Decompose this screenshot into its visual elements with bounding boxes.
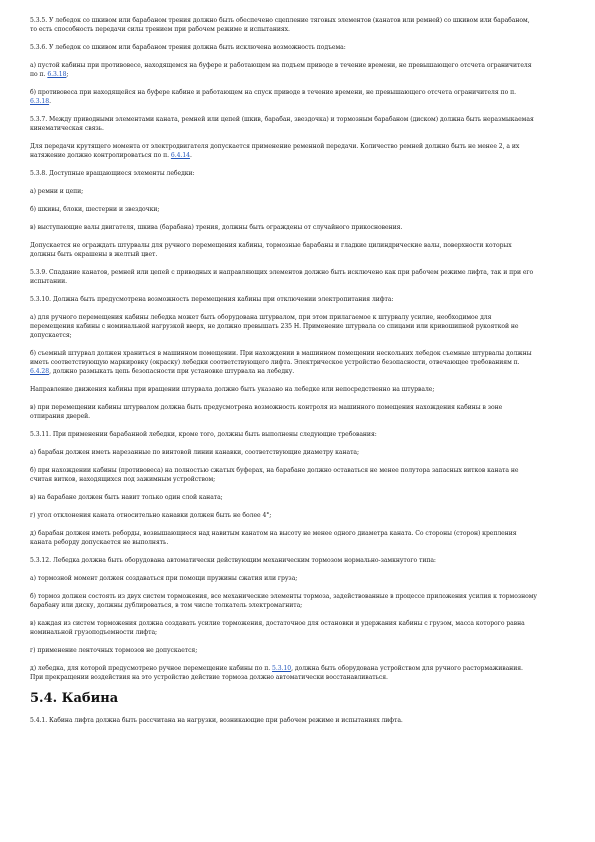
paragraph <box>30 142 537 160</box>
clause-reference-link[interactable]: 5.3.10 <box>272 665 292 672</box>
paragraph-text: б) противовеса при находящейся на буфере кабине и работающем на спуск приводе в течение времени, не превышающего отсчета ограничителя по п. <box>30 89 516 96</box>
paragraph-text: в) на барабане должен быть навит только один слой каната; <box>30 494 223 501</box>
paragraph-text: 5.3.10. Должна быть предусмотрена возможность перемещения кабины при отключении электропитания лифта: <box>30 296 394 303</box>
paragraph-text: а) для ручного перемещения кабины лебедка может быть оборудована штурвалом, при этом прилагаемое к штурвалу усилие, необходимое для перемещения кабины с номинальной нагрузкой вверх, не должно превышать 235 Н. Применение штурвала со спицами или кривошипной рукояткой не допускается; <box>30 314 519 339</box>
paragraph <box>30 556 537 565</box>
paragraph-text: д) лебедка, для которой предусмотрено ручное перемещение кабины по п. <box>30 665 273 672</box>
paragraph-text: ; <box>66 71 69 78</box>
paragraph <box>30 592 537 610</box>
paragraph <box>30 716 537 725</box>
paragraph <box>30 385 537 394</box>
paragraph-text: а) тормозной момент должен создаваться при помощи пружины сжатия или груза; <box>30 575 298 582</box>
section-heading: 5.4. Кабина <box>30 691 119 706</box>
paragraph-text: . <box>189 152 192 159</box>
paragraph-text: б) шкивы, блоки, шестерни и звездочки; <box>30 206 160 213</box>
clause-reference-link[interactable]: 6.4.14 <box>170 152 190 159</box>
paragraph <box>30 493 537 502</box>
paragraphs-before <box>30 16 537 682</box>
paragraph-text: в) каждая из систем торможения должна создавать усилие торможения, достаточное для остановки и удержания кабины с грузом, масса которого равна номинальной грузоподъемности лифта; <box>30 620 525 636</box>
paragraph <box>30 664 537 682</box>
paragraph-text: 5.3.12. Лебедка должна быть оборудована автоматически действующим механическим тормозом нормально-замкнутого типа: <box>30 557 436 564</box>
paragraph-text: в) выступающие валы двигателя, шкива (барабана) трения, должны быть ограждены от случайного прикосновения. <box>30 224 403 231</box>
paragraph <box>30 574 537 583</box>
paragraph-text: 5.3.8. Доступные вращающиеся элементы лебедки: <box>30 170 195 177</box>
paragraph-text: б) тормоз должен состоять из двух систем торможения, все механические элементы тормоза, задействованные в процессе приложения усилия к тормозному барабану или диску, должны дублироваться, в том числе толкатель электромагнита; <box>30 593 537 609</box>
paragraph <box>30 205 537 214</box>
paragraph <box>30 619 537 637</box>
paragraph <box>30 403 537 421</box>
paragraph <box>30 349 537 376</box>
paragraph <box>30 43 537 52</box>
paragraph-text: , должно размыкать цепь безопасности при установке штурвала на лебедку. <box>49 368 295 375</box>
paragraph <box>30 223 537 232</box>
paragraph <box>30 295 537 304</box>
paragraph <box>30 61 537 79</box>
paragraph <box>30 448 537 457</box>
paragraph-text: Направление движения кабины при вращении штурвала должно быть указано на лебедке или непосредственно на штурвале; <box>30 386 435 393</box>
paragraph <box>30 511 537 520</box>
paragraph <box>30 187 537 196</box>
paragraph-text: 5.4.1. Кабина лифта должна быть рассчитана на нагрузки, возникающие при рабочем режиме и испытаниях лифта. <box>30 717 403 724</box>
paragraph-text: , должна быть оборудована устройством для ручного растормаживания. При прекращении воздействия на это устройство действие тормоза должно автоматически восстанавливаться. <box>30 665 523 681</box>
paragraph <box>30 466 537 484</box>
paragraph-text: а) ремни и цепи; <box>30 188 84 195</box>
paragraph-text: а) барабан должен иметь нарезанные по винтовой линии канавки, соответствующие диаметру каната; <box>30 449 360 456</box>
paragraph-text: 5.3.5. У лебедок со шкивом или барабаном трения должно быть обеспечено сцепление тяговых элементов (канатов или ремней) со шкивом или барабаном, то есть способность передачи силы трением при рабочем режиме и испытаниях. <box>30 17 530 33</box>
paragraph <box>30 241 537 259</box>
paragraph <box>30 268 537 286</box>
paragraph <box>30 16 537 34</box>
paragraph <box>30 313 537 340</box>
paragraph-text: . <box>49 98 51 105</box>
paragraphs-after <box>30 716 537 725</box>
paragraph-text: 5.3.6. У лебедок со шкивом или барабаном трения должна быть исключена возможность подъема: <box>30 44 346 51</box>
paragraph-text: Для передачи крутящего момента от электродвигателя допускается применение ременной передачи. Количество ремней должно быть не менее 2, а их натяжение должно контролироваться по п. <box>30 143 520 159</box>
clause-reference-link[interactable]: 6.3.18 <box>30 98 50 105</box>
paragraph-text: б) при нахождении кабины (противовеса) на полностью сжатых буферах, на барабане должно оставаться не менее полутора запасных витков каната не считая витков, находящихся под зажимным устройством; <box>30 467 519 483</box>
paragraph-text: в) при перемещении кабины штурвалом должна быть предусмотрена возможность контроля из машинного помещения нахождения кабины в зоне отпирания дверей. <box>30 404 503 420</box>
paragraph <box>30 115 537 133</box>
paragraph-text: 5.3.9. Спадание канатов, ремней или цепей с приводных и направляющих элементов должно быть исключено как при рабочем режиме лифта, так и при его испытании. <box>30 269 534 285</box>
paragraph-text: 5.3.7. Между приводными элементами каната, ремней или цепей (шкив, барабан, звездочка) и тормозным барабаном (диском) должна быть неразмыкаемая кинематическая связь. <box>30 116 534 132</box>
clause-reference-link[interactable]: 6.3.18 <box>47 71 67 78</box>
paragraph-text: 5.3.11. При применении барабанной лебедки, кроме того, должны быть выполнены следующие требования: <box>30 431 377 438</box>
paragraph-text: б) съемный штурвал должен храниться в машинном помещении. При нахождении в машинном помещении нескольких лебедок съемные штурвалы должны иметь соответствующую маркировку (окраску) лебедки соответствующего лифта. Электрическое устройство безопасности, отвечающее требованиям п. <box>30 350 532 366</box>
paragraph <box>30 529 537 547</box>
clause-reference-link[interactable]: 6.4.28 <box>30 368 50 375</box>
paragraph <box>30 430 537 439</box>
paragraph-text: д) барабан должен иметь реборды, возвышающиеся над навитым канатом на высоту не менее одного диаметра каната. Со стороны (сторон) крепления каната реборду допускается не выполнять. <box>30 530 517 546</box>
paragraph-text: а) пустой кабины при противовесе, находящемся на буфере и работающем на подъем приводе в течение времени, не превышающего отсчета ограничителя по п. <box>30 62 532 78</box>
paragraph-text: г) применение ленточных тормозов не допускается; <box>30 647 198 654</box>
paragraph <box>30 169 537 178</box>
paragraph <box>30 88 537 106</box>
paragraph-text: г) угол отклонения каната относительно канавки должен быть не более 4°; <box>30 512 272 519</box>
paragraph-text: Допускается не ограждать штурвалы для ручного перемещения кабины, тормозные барабаны и гладкие цилиндрические валы, поверхности которых должны быть окрашены в желтый цвет. <box>30 242 512 258</box>
paragraph <box>30 646 537 655</box>
